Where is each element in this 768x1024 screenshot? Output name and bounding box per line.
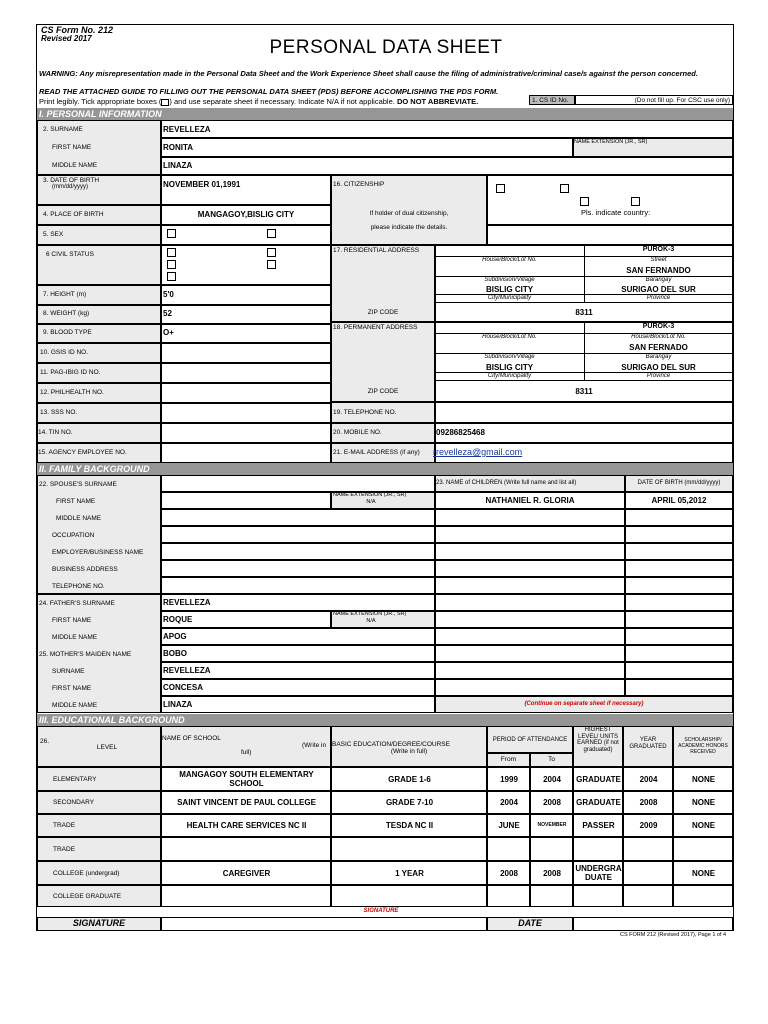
edu-from-cell[interactable] xyxy=(487,791,530,814)
employer-field[interactable] xyxy=(161,543,435,560)
weight-field[interactable] xyxy=(161,305,331,324)
child-dob-label: DATE OF BIRTH (mm/dd/yyyy) xyxy=(637,480,721,486)
edu-honors-value: NONE xyxy=(691,798,716,807)
sex-female-checkbox[interactable] xyxy=(267,229,276,238)
edu-course-value: TESDA NC II xyxy=(385,821,434,830)
form-number: CS Form No. 212 xyxy=(41,25,114,35)
edu-to-cell[interactable] xyxy=(530,885,573,907)
father-first-label: FIRST NAME xyxy=(52,617,92,624)
father-middle-field[interactable] xyxy=(161,628,435,645)
surname-label: 2. SURNAME xyxy=(43,126,83,133)
dob-value: NOVEMBER 01,1991 xyxy=(163,180,241,189)
perm-zip-label: ZIP CODE xyxy=(367,388,399,395)
edu-level-cell xyxy=(37,861,161,885)
school-header-label-3: full) xyxy=(241,749,252,756)
perm-label: 18. PERMANENT ADDRESS xyxy=(333,324,418,331)
agency-label: 15. AGENCY EMPLOYEE NO. xyxy=(38,449,127,456)
height-field[interactable] xyxy=(161,285,331,305)
edu-level-value: COLLEGE GRADUATE xyxy=(53,892,122,900)
height-label: 7. HEIGHT (m) xyxy=(43,291,87,298)
perm-prov-value: SURIGAO DEL SUR xyxy=(621,363,696,372)
res-brgy-caption: Barangay xyxy=(584,276,733,283)
page-footer: CS FORM 212 (Revised 2017), Page 1 of 4 xyxy=(620,932,727,938)
edu-highest-cell[interactable] xyxy=(573,885,623,907)
honors-header-label: SCHOLARSHIP/ ACADEMIC HONORS RECEIVED xyxy=(678,737,728,755)
child-name-field[interactable] xyxy=(435,509,625,526)
edu-highest-value: UNDERGRA DUATE xyxy=(575,864,622,882)
employer-label: EMPLOYER/BUSINESS NAME xyxy=(52,549,144,556)
res-label: 17. RESIDENTIAL ADDRESS xyxy=(333,247,420,254)
weight-value: 52 xyxy=(163,309,172,318)
edu-highest-value: GRADUATE xyxy=(576,774,621,784)
email-value[interactable]: rrevelleza@gmail.com xyxy=(433,447,523,457)
philhealth-label: 12. PHILHEALTH NO. xyxy=(40,389,104,396)
sex-male-checkbox[interactable] xyxy=(167,229,176,238)
perm-city-value: BISLIG CITY xyxy=(485,363,534,372)
child-name-field[interactable] xyxy=(435,679,625,696)
edu-year-value: 2009 xyxy=(639,821,658,830)
res-prov-caption: Province xyxy=(584,294,733,301)
edu-course-value: GRADE 7-10 xyxy=(385,798,434,807)
child-name-field[interactable] xyxy=(435,611,625,628)
occupation-label: OCCUPATION xyxy=(52,532,95,539)
edu-school-cell[interactable] xyxy=(161,885,331,907)
spouse-telephone-field[interactable] xyxy=(161,577,435,594)
edu-highest-cell[interactable] xyxy=(573,791,623,814)
print-text-c: DO NOT ABBREVIATE. xyxy=(396,97,479,106)
father-name-ext-value: N/A xyxy=(366,618,376,624)
child-dob-field[interactable] xyxy=(625,628,733,645)
spouse-first-label: FIRST NAME xyxy=(56,498,96,505)
edu-to-cell[interactable] xyxy=(530,837,573,861)
mother-middle-field[interactable] xyxy=(161,696,435,713)
spouse-surname-label: 22. SPOUSE'S SURNAME xyxy=(39,481,117,488)
section-educational-background: III. EDUCATIONAL BACKGROUND xyxy=(37,714,733,726)
father-middle-value: APOG xyxy=(163,632,187,641)
guide-text: READ THE ATTACHED GUIDE TO FILLING OUT THE PERSONAL DATA SHEET (PDS) BEFORE ACCOMPLISHING THE PDS FORM. xyxy=(39,87,499,96)
dual-by-naturalization-checkbox[interactable] xyxy=(631,197,640,206)
civil-status-divider xyxy=(233,245,293,246)
level-header-label: LEVEL xyxy=(96,744,118,751)
business-address-field[interactable] xyxy=(161,560,435,577)
edu-from-cell[interactable] xyxy=(487,814,530,837)
edu-course-cell[interactable] xyxy=(331,767,487,791)
res-subdiv-caption: Subdivision/Village xyxy=(435,276,584,283)
perm-street-caption: House/Block/Lot No. xyxy=(584,333,733,340)
agency-field[interactable] xyxy=(161,443,331,463)
edu-highest-cell[interactable] xyxy=(573,814,623,837)
civil-single-checkbox[interactable] xyxy=(167,248,176,257)
gsis-field[interactable] xyxy=(161,343,331,363)
civil-married-checkbox[interactable] xyxy=(267,248,276,257)
edu-level-value: TRADE xyxy=(53,845,76,853)
edu-number: 26. xyxy=(40,738,50,745)
edu-honors-cell[interactable] xyxy=(673,791,733,814)
sss-field[interactable] xyxy=(161,403,331,423)
cs-id-label: 1. CS ID No. xyxy=(529,95,575,105)
school-header-label-1: NAME OF SCHOOL xyxy=(162,735,221,742)
middle-name-field[interactable] xyxy=(161,157,733,175)
pagibig-field[interactable] xyxy=(161,363,331,383)
dob-label: 3. DATE OF BIRTH xyxy=(43,177,100,184)
edu-level-value: ELEMENTARY xyxy=(53,775,97,783)
blood-label: 9. BLOOD TYPE xyxy=(43,329,92,336)
edu-to-value: NOVEMBER xyxy=(537,822,567,828)
tick-sample-icon xyxy=(161,99,169,106)
edu-year-cell[interactable] xyxy=(623,837,673,861)
civil-status-field xyxy=(161,245,331,285)
period-header-label: PERIOD OF ATTENDANCE xyxy=(492,737,568,743)
father-name-ext-label: NAME EXTENSION (JR., SR) xyxy=(333,611,407,617)
pagibig-label: 11. PAG-IBIG ID NO. xyxy=(40,369,101,376)
to-header-label: To xyxy=(548,756,555,763)
dob-format-label: (mm/dd/yyyy) xyxy=(52,184,88,190)
cs-id-note: (Do not fill up. For CSC use only) xyxy=(575,95,733,105)
edu-to-value: 2004 xyxy=(543,774,561,784)
edu-from-value: JUNE xyxy=(498,821,520,830)
edu-school-value: MANGAGOY SOUTH ELEMENTARY SCHOOL xyxy=(179,770,314,788)
edu-from-cell[interactable] xyxy=(487,837,530,861)
edu-highest-cell[interactable] xyxy=(573,767,623,791)
continue-note: (Continue on separate sheet if necessary) xyxy=(524,701,644,707)
res-street-caption: Street xyxy=(584,256,733,263)
edu-honors-value: NONE xyxy=(691,868,716,878)
tin-label: 14. TIN NO. xyxy=(38,429,73,436)
edu-level-cell xyxy=(37,885,161,907)
blood-value: O+ xyxy=(163,328,174,337)
res-city-caption: City/Municipality xyxy=(435,294,584,301)
edu-highest-value: PASSER xyxy=(582,821,615,830)
date-label: DATE xyxy=(518,918,542,928)
edu-to-value: 2008 xyxy=(543,868,561,878)
edu-honors-cell[interactable] xyxy=(673,837,733,861)
edu-highest-cell[interactable] xyxy=(573,861,623,885)
res-house-caption: House/Block/Lot No. xyxy=(435,256,584,263)
child-dob-field[interactable] xyxy=(625,526,733,543)
height-value: 5'0 xyxy=(163,290,174,299)
edu-course-cell[interactable] xyxy=(331,837,487,861)
perm-street-value: PUROK-3 xyxy=(642,323,675,330)
pds-page xyxy=(36,24,734,931)
edu-year-cell[interactable] xyxy=(623,814,673,837)
dual-note-1: If holder of dual citizenship, xyxy=(369,210,449,217)
edu-from-cell[interactable] xyxy=(487,885,530,907)
edu-honors-cell[interactable] xyxy=(673,814,733,837)
edu-to-cell[interactable] xyxy=(530,767,573,791)
middle-name-label: MIDDLE NAME xyxy=(52,162,98,169)
middle-name-value: LINAZA xyxy=(163,161,193,170)
edu-course-cell[interactable] xyxy=(331,814,487,837)
edu-to-cell[interactable] xyxy=(530,791,573,814)
edu-honors-cell[interactable] xyxy=(673,861,733,885)
edu-level-value: SECONDARY xyxy=(53,799,95,806)
perm-zip-divider xyxy=(435,380,733,381)
edu-course-value: GRADE 1-6 xyxy=(388,774,431,784)
mother-surname-value: REVELLEZA xyxy=(163,666,211,675)
edu-level-value: TRADE xyxy=(53,822,76,829)
edu-highest-cell[interactable] xyxy=(573,837,623,861)
civil-separated-checkbox[interactable] xyxy=(267,260,276,269)
perm-prov-caption: Province xyxy=(584,372,733,379)
edu-level-value: COLLEGE (undergrad) xyxy=(53,869,120,877)
dual-note-2: please indicate the details. xyxy=(370,224,448,231)
child-name-field[interactable] xyxy=(435,526,625,543)
warning-text: WARNING: Any misrepresentation made in the Personal Data Sheet and the Work Experience Sheet shall cause the filing of administrative/criminal case/s against the person concerned. xyxy=(39,69,698,78)
edu-from-value: 2004 xyxy=(500,798,518,807)
edu-school-cell[interactable] xyxy=(161,791,331,814)
sex-field xyxy=(161,225,331,245)
edu-level-cell xyxy=(37,837,161,861)
spouse-name-ext-label: NAME EXTENSION (JR., SR) xyxy=(333,492,407,498)
edu-from-cell[interactable] xyxy=(487,767,530,791)
citizenship-field xyxy=(487,175,733,225)
page-title: PERSONAL DATA SHEET xyxy=(269,37,503,58)
edu-year-cell[interactable] xyxy=(623,885,673,907)
form-revision: Revised 2017 xyxy=(41,34,92,43)
edu-from-value: 2008 xyxy=(500,868,518,878)
civil-other-checkbox[interactable] xyxy=(167,272,176,281)
edu-honors-cell[interactable] xyxy=(673,767,733,791)
citizenship-label: 16. CITIZENSHIP xyxy=(333,181,385,188)
surname-value: REVELLEZA xyxy=(163,125,211,134)
country-field[interactable] xyxy=(487,225,733,245)
father-middle-label: MIDDLE NAME xyxy=(52,634,98,641)
edu-school-cell[interactable] xyxy=(161,767,331,791)
country-note: Pls. indicate country: xyxy=(581,208,651,217)
print-text-b: ) and use separate sheet if necessary. Indicate N/A if not applicable. xyxy=(169,97,395,106)
child-dob-field[interactable] xyxy=(625,662,733,679)
child-1-dob-value: APRIL 05,2012 xyxy=(651,496,707,505)
child-name-field[interactable] xyxy=(435,560,625,577)
child-dob-field[interactable] xyxy=(625,577,733,594)
edu-year-cell[interactable] xyxy=(623,791,673,814)
signature-note: SIGNATURE xyxy=(363,908,399,914)
edu-to-cell[interactable] xyxy=(530,814,573,837)
res-zip-value: 8311 xyxy=(575,308,593,317)
child-name-field[interactable] xyxy=(435,594,625,611)
res-zip-label: ZIP CODE xyxy=(367,309,399,316)
mother-first-label: FIRST NAME xyxy=(52,685,92,692)
spouse-middle-label: MIDDLE NAME xyxy=(56,515,102,522)
occupation-field[interactable] xyxy=(161,526,435,543)
school-header-label-2: (Write in xyxy=(302,742,327,749)
mother-first-value: CONCESA xyxy=(163,683,204,692)
edu-honors-value: NONE xyxy=(691,821,716,830)
edu-honors-value: NONE xyxy=(691,774,716,784)
name-extension-label: NAME EXTENSION (JR., SR) xyxy=(574,139,648,145)
edu-honors-cell[interactable] xyxy=(673,885,733,907)
spouse-middle-field[interactable] xyxy=(161,509,435,526)
perm-house-caption: House/Block/Lot No. xyxy=(435,333,584,340)
child-dob-field[interactable] xyxy=(625,509,733,526)
section-personal-info: I. PERSONAL INFORMATION xyxy=(37,108,733,120)
citizenship-dual-checkbox[interactable] xyxy=(560,184,569,193)
mother-maiden-field[interactable] xyxy=(161,645,435,662)
edu-school-cell[interactable] xyxy=(161,861,331,885)
sss-label: 13. SSS NO. xyxy=(40,409,78,416)
first-name-label: FIRST NAME xyxy=(52,144,92,151)
pob-value: MANGAGOY,BISLIG CITY xyxy=(197,210,295,219)
res-zip-divider xyxy=(435,302,733,303)
print-text-a: Print legibly. Tick appropriate boxes ( xyxy=(39,97,162,106)
surname-field[interactable] xyxy=(161,120,733,138)
signature-field[interactable] xyxy=(161,917,487,931)
mother-middle-value: LINAZA xyxy=(163,700,193,709)
child-name-field[interactable] xyxy=(435,577,625,594)
civil-status-label: 6 CIVIL STATUS xyxy=(46,251,94,258)
perm-subdiv-caption: Subdivision/Village xyxy=(435,353,584,360)
perm-brgy-caption: Barangay xyxy=(584,353,733,360)
child-dob-field[interactable] xyxy=(625,594,733,611)
edu-highest-value: GRADUATE xyxy=(576,798,621,807)
highest-header-label: HIGHEST LEVEL/ UNITS EARNED (if not graduated) xyxy=(577,727,619,753)
perm-city-caption: City/Municipality xyxy=(435,372,584,379)
tel-label: 19. TELEPHONE NO. xyxy=(333,409,397,416)
business-address-label: BUSINESS ADDRESS xyxy=(52,566,118,573)
sex-label: 5. SEX xyxy=(43,231,64,238)
weight-label: 8. WEIGHT (kg) xyxy=(43,310,90,317)
edu-school-value: CAREGIVER xyxy=(222,868,271,878)
spouse-surname-field[interactable] xyxy=(161,475,435,492)
child-name-field[interactable] xyxy=(435,662,625,679)
first-name-value: RONITA xyxy=(163,143,194,152)
mobile-value: 09286825468 xyxy=(436,428,485,437)
mobile-label: 20. MOBILE NO. xyxy=(333,429,382,436)
edu-school-cell[interactable] xyxy=(161,814,331,837)
perm-brgy-value: SAN FERNADO xyxy=(629,343,688,352)
child-dob-field[interactable] xyxy=(625,560,733,577)
section-family-background: II. FAMILY BACKGROUND xyxy=(37,463,733,475)
edu-school-cell[interactable] xyxy=(161,837,331,861)
father-first-value: ROQUE xyxy=(163,615,193,624)
child-dob-field[interactable] xyxy=(625,543,733,560)
edu-level-cell xyxy=(37,791,161,814)
course-header-label-2: (Write in full) xyxy=(390,748,428,755)
course-header-label-1: BASIC EDUCATION/DEGREE/COURSE xyxy=(332,741,450,748)
from-header-label: From xyxy=(500,756,517,763)
spouse-first-field[interactable] xyxy=(161,492,331,509)
edu-level-cell xyxy=(37,814,161,837)
edu-to-value: 2008 xyxy=(543,798,561,807)
pob-label: 4. PLACE OF BIRTH xyxy=(43,211,104,218)
edu-to-cell[interactable] xyxy=(530,861,573,885)
spouse-name-ext-value: N/A xyxy=(366,499,376,505)
child-name-field[interactable] xyxy=(435,645,625,662)
edu-course-cell[interactable] xyxy=(331,885,487,907)
child-dob-field[interactable] xyxy=(625,679,733,696)
edu-from-cell[interactable] xyxy=(487,861,530,885)
citizenship-filipino-checkbox[interactable] xyxy=(496,184,505,193)
spouse-telephone-label: TELEPHONE NO. xyxy=(52,583,105,590)
edu-school-value: SAINT VINCENT DE PAUL COLLEGE xyxy=(177,798,316,807)
edu-course-value: 1 YEAR xyxy=(395,868,424,878)
tel-field[interactable] xyxy=(435,402,733,423)
res-brgy-value: SAN FERNANDO xyxy=(626,266,691,275)
perm-zip-value: 8311 xyxy=(575,387,593,396)
edu-year-value: 2008 xyxy=(639,798,658,807)
date-field[interactable] xyxy=(573,917,733,931)
res-city-value: BISLIG CITY xyxy=(485,285,534,294)
print-instructions xyxy=(39,97,478,106)
blood-field[interactable] xyxy=(161,324,331,343)
edu-course-cell[interactable] xyxy=(331,791,487,814)
child-name-field[interactable] xyxy=(435,628,625,645)
year-header-label: YEAR GRADUATED xyxy=(629,737,667,750)
child-name-field[interactable] xyxy=(435,543,625,560)
father-surname-value: REVELLEZA xyxy=(163,598,211,607)
edu-year-cell[interactable] xyxy=(623,861,673,885)
signature-label: SIGNATURE xyxy=(72,918,126,928)
edu-year-value: 2004 xyxy=(639,774,658,784)
child-dob-field[interactable] xyxy=(625,611,733,628)
civil-widowed-checkbox[interactable] xyxy=(167,260,176,269)
mother-maiden-label: 25. MOTHER'S MAIDEN NAME xyxy=(39,651,132,658)
edu-year-cell[interactable] xyxy=(623,767,673,791)
mother-middle-label: MIDDLE NAME xyxy=(52,702,98,709)
edu-level-cell xyxy=(37,767,161,791)
father-surname-label: 24. FATHER'S SURNAME xyxy=(39,600,115,607)
philhealth-field[interactable] xyxy=(161,383,331,403)
children-label: 23. NAME of CHILDREN (Write full name and list all) xyxy=(436,480,577,486)
res-street-value: PUROK-3 xyxy=(642,246,675,253)
res-prov-value: SURIGAO DEL SUR xyxy=(621,285,696,294)
gsis-label: 10. GSIS ID NO. xyxy=(40,349,89,356)
tin-field[interactable] xyxy=(161,423,331,443)
child-dob-field[interactable] xyxy=(625,645,733,662)
dual-by-birth-checkbox[interactable] xyxy=(580,197,589,206)
child-1-name-value: NATHANIEL R. GLORIA xyxy=(485,496,575,505)
first-name-field[interactable] xyxy=(161,138,573,157)
email-label: 21. E-MAIL ADDRESS (if any) xyxy=(333,449,420,456)
edu-school-value: HEALTH CARE SERVICES NC II xyxy=(186,821,307,830)
mother-maiden-value: BOBO xyxy=(163,649,187,658)
edu-course-cell[interactable] xyxy=(331,861,487,885)
edu-from-value: 1999 xyxy=(500,774,518,784)
mother-surname-label: SURNAME xyxy=(52,668,85,675)
